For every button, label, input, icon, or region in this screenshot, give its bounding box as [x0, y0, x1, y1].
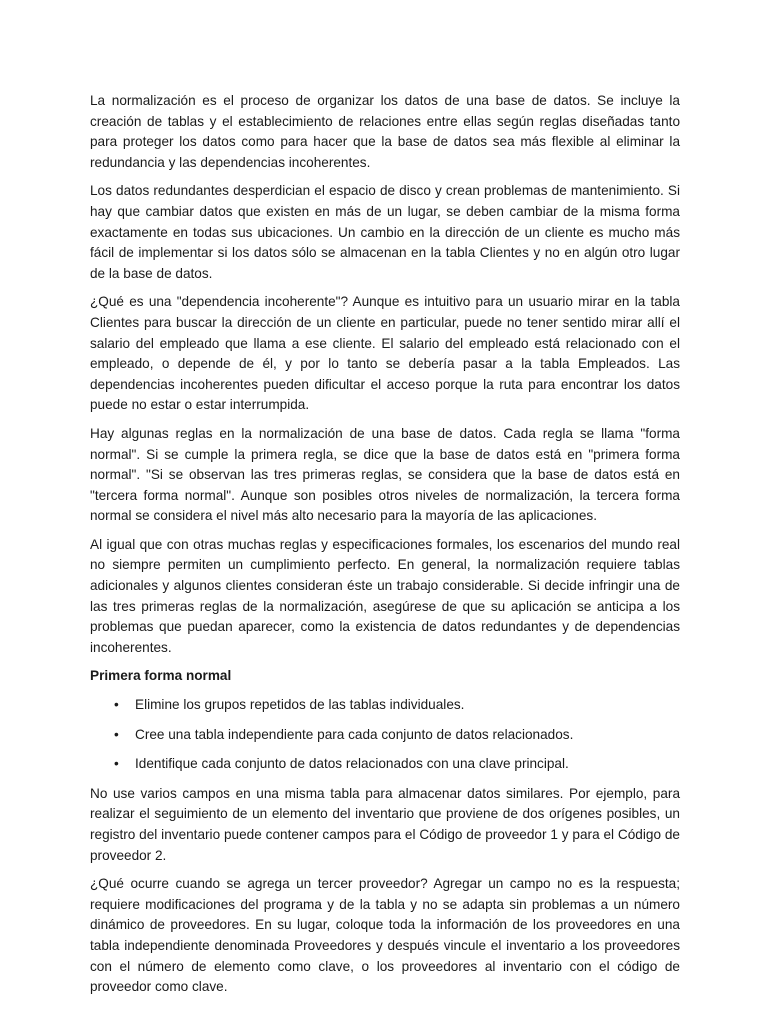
- bullet-icon: •: [114, 697, 119, 713]
- paragraph-real-world: Al igual que con otras muchas reglas y especificaciones formales, los escenarios del mundo real no siempre permiten un cumplimiento perfecto. En general, la normalización requiere tablas adicionales y algunos clientes consideran éste un trabajo considerable. Si decide infringir una de las tres primeras reglas de la normalización, asegúrese de que su aplicación se anticipa a los problemas que puedan aparecer, como la existencia de datos redundantes y de dependencias incoherentes.: [90, 536, 680, 655]
- paragraph-normalization-definition: La normalización es el proceso de organizar los datos de una base de datos. Se incluye la creación de tablas y el establecimiento de relaciones entre ellas según reglas diseñadas tanto para proteger los datos como para hacer que la base de datos sea más flexible al eliminar la redundancia y las dependencias incoherentes.: [90, 93, 680, 170]
- section-heading-first-normal-form: Primera forma normal: [90, 668, 232, 684]
- list-item: [90, 754, 680, 775]
- list-item: [90, 695, 680, 716]
- first-normal-form-rules-list: [90, 695, 680, 775]
- list-item-text: Identifique cada conjunto de datos relacionados con una clave principal.: [135, 756, 569, 772]
- paragraph-third-supplier: ¿Qué ocurre cuando se agrega un tercer proveedor? Agregar un campo no es la respuesta; requiere modificaciones del programa y de la tabla y no se adapta sin problemas a un número dinámico de proveedores. En su lugar, coloque toda la información de los proveedores en una tabla independiente denominada Proveedores y después vincule el inventario a los proveedores con el número de elemento como clave, o los proveedores al inventario con el código de proveedor como clave.: [90, 876, 680, 995]
- paragraph-normal-forms: Hay algunas reglas en la normalización de una base de datos. Cada regla se llama "forma normal". Si se cumple la primera regla, se dice que la base de datos está en "primera forma normal". "Si se observan las tres primeras reglas, se considera que la base de datos está en "tercera forma normal". Aunque son posibles otros niveles de normalización, la tercera forma normal se considera el nivel más alto necesario para la mayoría de las aplicaciones.: [90, 425, 680, 524]
- bullet-icon: •: [114, 756, 119, 772]
- list-item-text: Elimine los grupos repetidos de las tablas individuales.: [135, 697, 465, 713]
- bullet-icon: •: [114, 726, 119, 742]
- list-item-text: Cree una tabla independiente para cada conjunto de datos relacionados.: [135, 726, 574, 742]
- paragraph-redundant-data: Los datos redundantes desperdician el espacio de disco y crean problemas de mantenimiento. Si hay que cambiar datos que existen en más de un lugar, se deben cambiar de la misma forma exactamente en todas sus ubicaciones. Un cambio en la dirección de un cliente es mucho más fácil de implementar si los datos sólo se almacenan en la tabla Clientes y no en algún otro lugar de la base de datos.: [90, 183, 680, 281]
- document-body: [90, 91, 680, 1006]
- paragraph-similar-fields: No use varios campos en una misma tabla para almacenar datos similares. Por ejemplo, para realizar el seguimiento de un elemento del inventario que proviene de dos orígenes posibles, un registro del inventario puede contener campos para el Código de proveedor 1 y para el Código de proveedor 2.: [90, 785, 680, 863]
- paragraph-inconsistent-dependency: ¿Qué es una "dependencia incoherente"? Aunque es intuitivo para un usuario mirar en la tabla Clientes para buscar la dirección de un cliente en particular, puede no tener sentido mirar allí el salario del empleado que llama a ese cliente. El salario del empleado está relacionado con el empleado, o depende de él, y por lo tanto se debería pasar a la tabla Empleados. Las dependencias incoherentes pueden dificultar el acceso porque la ruta para encontrar los datos puede no estar o estar interrumpida.: [90, 294, 680, 413]
- list-item: [90, 725, 680, 746]
